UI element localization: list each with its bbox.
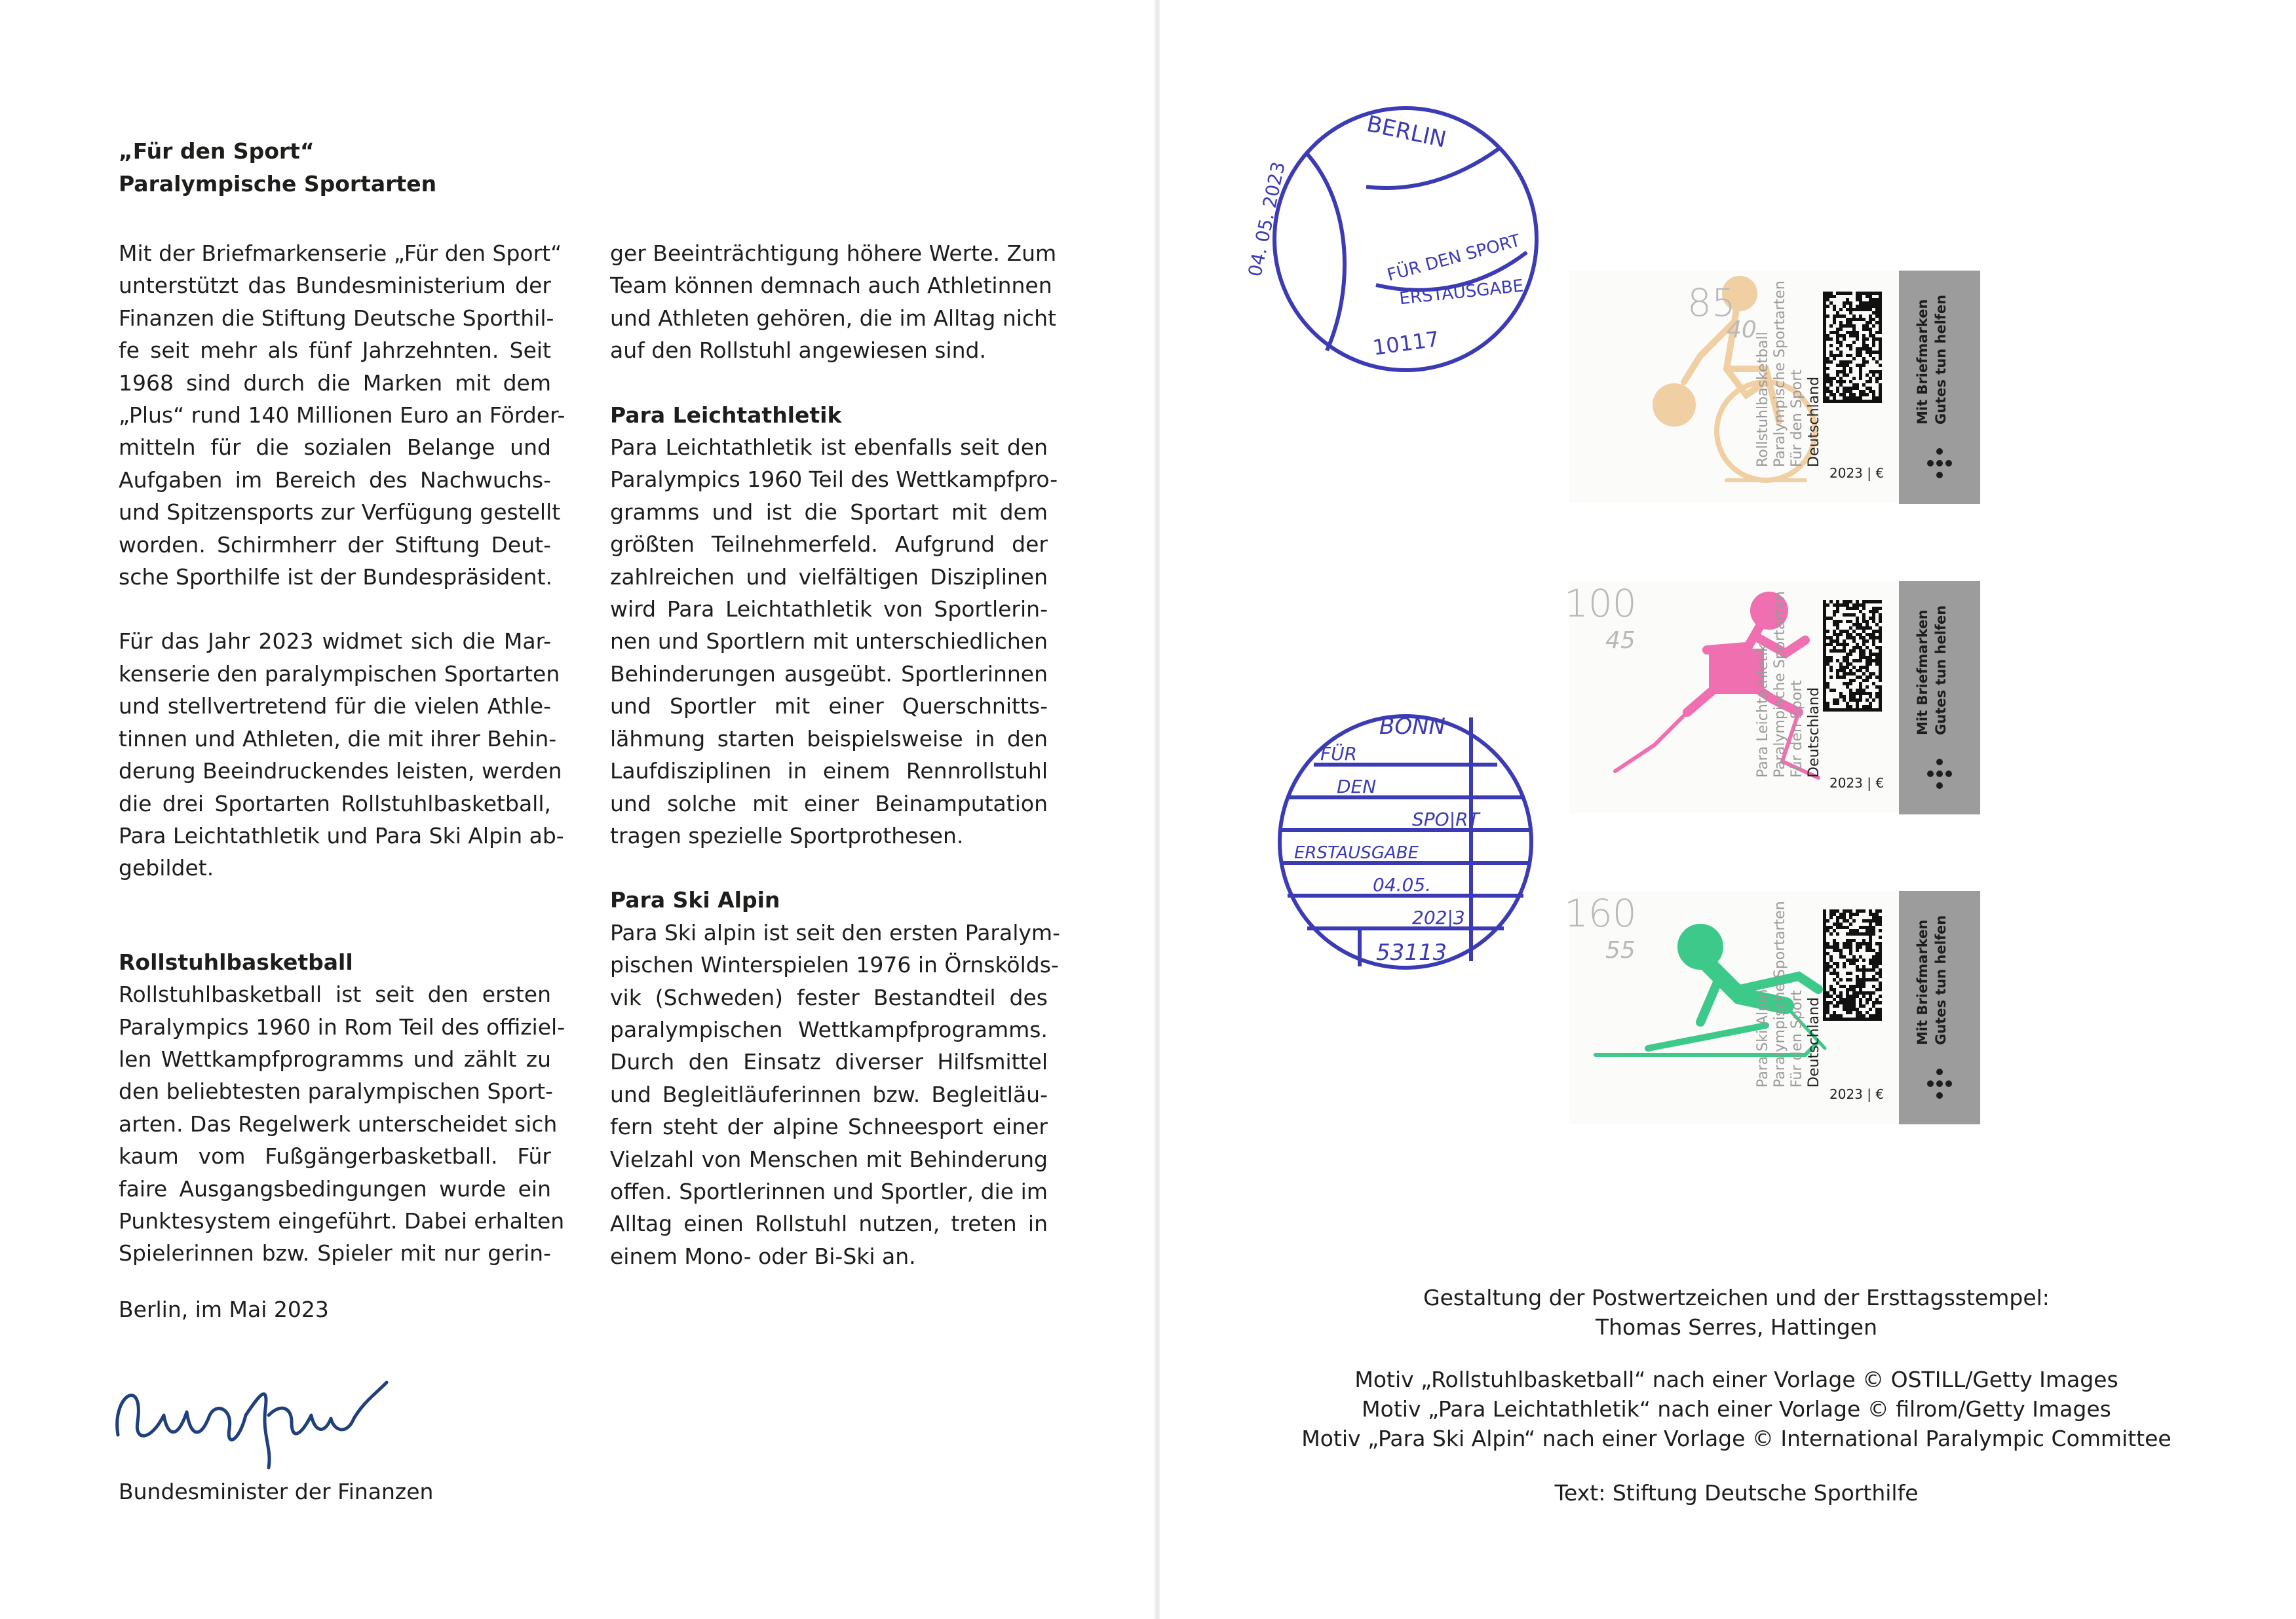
text-line: derung Beeindruckendes leisten, werden (119, 758, 562, 784)
charity-tab (1899, 581, 1980, 814)
text-line: Durch den Einsatz diverser Hilfsmittel (610, 1049, 1048, 1075)
text-line: vik (Schweden) fester Bestandteil des (610, 984, 1048, 1010)
postmark-berlin (1244, 102, 1543, 377)
stamp-surcharge: 55 (1605, 937, 1636, 964)
postmark-city: BERLIN (1364, 111, 1449, 153)
text-line: Rollstuhlbasketball ist seit den ersten (119, 981, 551, 1008)
text-line: tinnen und Athleten, die mit ihrer Behin- (119, 725, 557, 752)
postmark-row: FÜR (1320, 743, 1358, 765)
text-line: Para Leichtathletik und Para Ski Alpin ab- (119, 822, 564, 848)
stamp-value: 85 (1687, 280, 1736, 325)
text-line: fern steht der alpine Schneesport einer (610, 1114, 1048, 1140)
design-credits: Gestaltung der Postwertzeichen und der Ersttagsstempel: Thomas Serres, Hattingen (1423, 1285, 2050, 1340)
text-line: Punktesystem eingeführt. Dabei erhalten (119, 1208, 565, 1234)
charity-tab-text: Mit Briefmarken Gutes tun helfen (1915, 294, 1949, 425)
subheading-para-leichtathletik: Para Leichtathletik (610, 402, 842, 428)
text-line: Para Ski alpin ist seit den ersten Paralym- (610, 919, 1060, 945)
stamp-inscription: Para Leichtathletik Paralympische Sportarten Für den Sport Deutschland (1755, 591, 1822, 778)
text-line: 1968 sind durch die Marken mit dem (119, 370, 551, 396)
signature (105, 1343, 419, 1474)
text-line: und Begleitläuferinnen bzw. Begleitläu- (610, 1081, 1048, 1107)
text-line: worden. Schirmherr der Stiftung Deut- (119, 531, 551, 558)
text-line: und solche mit einer Beinamputation (610, 790, 1048, 816)
text-line: den beliebtesten paralympischen Sport- (119, 1078, 553, 1105)
text-line: len Wettkampfprogramms und zählt zu (119, 1046, 551, 1072)
text-line: Spielerinnen bzw. Spieler mit nur gerin- (119, 1240, 551, 1267)
text-line: und Spitzensports zur Verfügung gestellt (119, 499, 561, 525)
text-line: fe seit mehr als fünf Jahrzehnten. Seit (119, 337, 551, 364)
postmark-row: DEN (1337, 776, 1377, 797)
text-line: auf den Rollstuhl angewiesen sind. (610, 337, 986, 364)
text-line: offen. Sportlerinnen und Sportler, die im (610, 1178, 1048, 1204)
text-line: größten Teilnehmerfeld. Aufgrund der (610, 531, 1048, 558)
text-line: Vielzahl von Menschen mit Behinderung (610, 1146, 1048, 1172)
paragraph (610, 237, 1057, 367)
stamp-surcharge: 45 (1605, 627, 1636, 654)
postmark-line-1: FÜR DEN SPORT (1385, 231, 1523, 286)
text-line: Laufdisziplinen in einem Rennrollstuhl (610, 758, 1048, 784)
text-line: nen und Sportlern mit unterschiedlichen (610, 628, 1048, 655)
paragraph (610, 917, 1060, 1272)
postmark-zip: 53113 (1376, 940, 1447, 966)
motif-credits: Motiv „Rollstuhlbasketball“ nach einer Vorlage © OSTILL/Getty Images Motiv „Para Leichtathletik“ nach einer Vorlage © filrom/Getty Images Motiv „Para Ski Alpin“ nach einer Vorlage © International Paralympic Committee (1301, 1367, 2172, 1451)
text-line: einem Mono- oder Bi-Ski an. (610, 1243, 916, 1269)
text-column-1 (119, 237, 565, 1270)
stamp-year: 2023 | € (1829, 465, 1885, 481)
postmark-city: BONN (1379, 714, 1445, 740)
datamatrix-code (1823, 909, 1882, 1021)
text-credit: Text: Stiftung Deutsche Sporthilfe (1554, 1480, 1919, 1506)
text-line: sche Sporthilfe ist der Bundespräsident. (119, 564, 552, 590)
text-line: Behinderungen ausgeübt. Sportlerinnen (610, 660, 1048, 687)
text-line: Team können demnach auch Athletinnen (610, 273, 1052, 299)
datamatrix-code (1823, 600, 1882, 712)
braille-dots-icon (1924, 1068, 1955, 1099)
postmark-zip: 10117 (1371, 326, 1441, 360)
heading (119, 135, 577, 200)
subheading-para-ski-alpin: Para Ski Alpin (610, 887, 780, 913)
text-line: kaum vom Fußgängerbasketball. Für (119, 1143, 551, 1170)
postmark-row: SPO|RT (1412, 809, 1480, 830)
text-line: zahlreichen und vielfältigen Disziplinen (610, 563, 1048, 590)
text-line: Für das Jahr 2023 widmet sich die Mar- (119, 628, 551, 655)
text-line: gramms und ist die Sportart mit dem (610, 499, 1048, 525)
place-date: Berlin, im Mai 2023 (119, 1297, 329, 1322)
paragraph (119, 625, 564, 884)
text-line: Finanzen die Stiftung Deutsche Sporthil- (119, 305, 554, 331)
text-column-2 (610, 237, 1060, 1272)
postmark-bonn (1274, 704, 1537, 980)
text-line: pischen Winterspielen 1976 in Örnskölds- (610, 952, 1059, 978)
paragraph (119, 978, 565, 1270)
text-line: mitteln für die sozialen Belange und (119, 434, 551, 461)
braille-dots-icon (1924, 448, 1955, 479)
text-line: wird Para Leichtathletik von Sportlerin- (610, 596, 1048, 622)
charity-tab (1899, 891, 1980, 1124)
stamp-value: 160 (1564, 891, 1637, 936)
stamp-surcharge: 40 (1727, 316, 1757, 343)
text-line: und stellvertretend für die vielen Athle- (119, 693, 551, 719)
postmark-line-2: ERSTAUSGABE (1398, 276, 1525, 309)
page-fold (1155, 0, 1160, 1619)
heading-line-2: Paralympische Sportarten (119, 171, 437, 197)
charity-tab-text: Mit Briefmarken Gutes tun helfen (1915, 915, 1949, 1045)
paragraph (119, 237, 565, 593)
text-line: Aufgaben im Bereich des Nachwuchs- (119, 467, 551, 493)
postmark-date: 04. 05. 2023 (1244, 159, 1290, 279)
subheading-rollstuhlbasketball: Rollstuhlbasketball (119, 949, 353, 975)
datamatrix-code (1823, 292, 1882, 403)
text-line: und Athleten gehören, die im Alltag nicht (610, 305, 1056, 331)
text-line: „Plus“ rund 140 Millionen Euro an Förder- (119, 402, 565, 429)
text-line: und Sportler mit einer Querschnitts- (610, 693, 1048, 719)
text-line: faire Ausgangsbedingungen wurde ein (119, 1175, 551, 1202)
stamp-inscription: Rollstuhlbasketball Paralympische Sportarten Für den Sport Deutschland (1755, 280, 1822, 467)
text-line: kenserie den paralympischen Sportarten (119, 660, 560, 687)
heading-line-1: „Für den Sport“ (119, 138, 315, 164)
text-line: tragen spezielle Sportprothesen. (610, 822, 964, 848)
text-line: ger Beeinträchtigung höhere Werte. Zum (610, 240, 1057, 266)
stamp-inscription: Para Ski Alpin Paralympische Sportarten Für den Sport Deutschland (1755, 901, 1822, 1088)
text-line: paralympischen Wettkampfprogramms. (610, 1016, 1048, 1042)
stamp-year: 2023 | € (1829, 1086, 1885, 1102)
charity-tab-text: Mit Briefmarken Gutes tun helfen (1915, 605, 1949, 735)
text-line: die drei Sportarten Rollstuhlbasketball, (119, 790, 551, 816)
braille-dots-icon (1924, 758, 1955, 790)
text-line: Paralympics 1960 Teil des Wettkampfpro- (610, 467, 1058, 493)
postmark-row: 202|3 (1412, 907, 1465, 928)
stamp-year: 2023 | € (1829, 775, 1885, 791)
text-line: Alltag einen Rollstuhl nutzen, treten in (610, 1211, 1048, 1237)
postmark-row: 04.05. (1373, 874, 1432, 896)
text-line: Para Leichtathletik ist ebenfalls seit den (610, 434, 1048, 461)
charity-tab (1899, 271, 1980, 504)
stamp-value: 100 (1564, 581, 1637, 626)
text-line: arten. Das Regelwerk unterscheidet sich (119, 1111, 558, 1137)
text-line: gebildet. (119, 855, 214, 881)
paragraph (610, 431, 1058, 852)
text-line: Mit der Briefmarkenserie „Für den Sport“ (119, 240, 562, 266)
text-line: unterstützt das Bundesministerium der (119, 273, 551, 299)
signer-title: Bundesminister der Finanzen (119, 1479, 434, 1504)
postmark-row: ERSTAUSGABE (1294, 843, 1419, 863)
text-line: lähmung starten beispielsweise in den (610, 725, 1048, 752)
text-line: Paralympics 1960 in Rom Teil des offiziel- (119, 1014, 565, 1040)
